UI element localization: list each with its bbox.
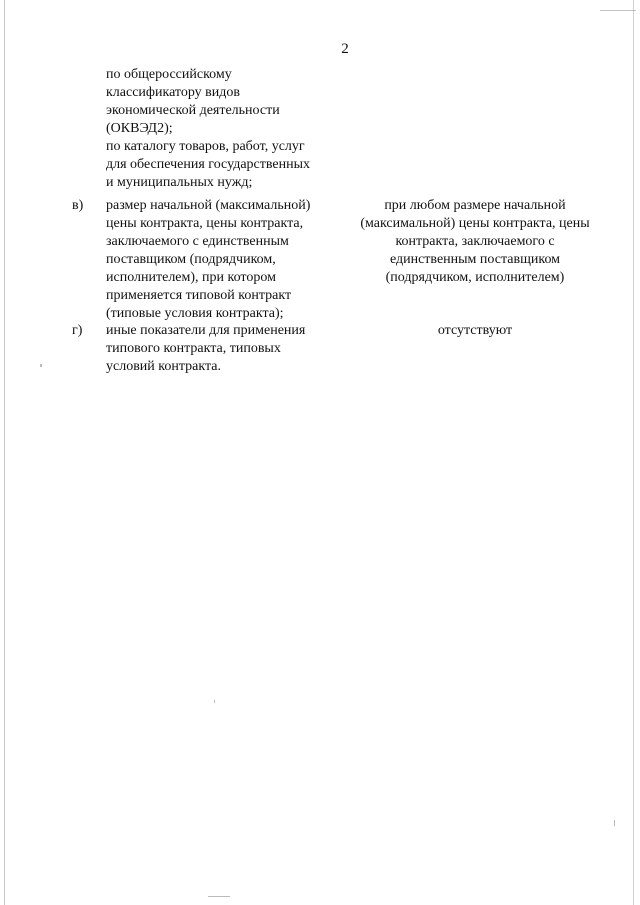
item-indicator-text: размер начальной (максимальной) цены контракта, цены контракта, заключаемого с единственным поставщиком (подрядчиком, исполнителем), при котором применяется типовой контракт (типовые условия контракта); [106, 198, 311, 321]
scan-speck [214, 700, 215, 703]
continuation-text: по общероссийскому классификатору видов экономической деятельности (ОКВЭД2); по каталогу товаров, работ, услуг для обеспечения государственных и муниципальных нужд; [106, 67, 310, 190]
scan-speck [614, 820, 615, 826]
item-value-text: при любом размере начальной (максимальной) цены контракта, цены контракта, заключаемого с единственным поставщиком (подрядчиком, исполнителем) [360, 198, 590, 285]
item-marker: г) [72, 323, 83, 338]
scan-left-edge [4, 0, 5, 905]
scan-right-edge [633, 0, 634, 905]
scan-top-mark [600, 10, 636, 11]
scan-speck [208, 896, 230, 897]
scan-speck [40, 364, 42, 367]
page-number: 2 [341, 41, 349, 57]
item-marker: в) [72, 198, 84, 213]
item-value-text: отсутствуют [437, 323, 513, 338]
item-indicator-text: иные показатели для применения типового контракта, типовых условий контракта. [106, 323, 306, 374]
